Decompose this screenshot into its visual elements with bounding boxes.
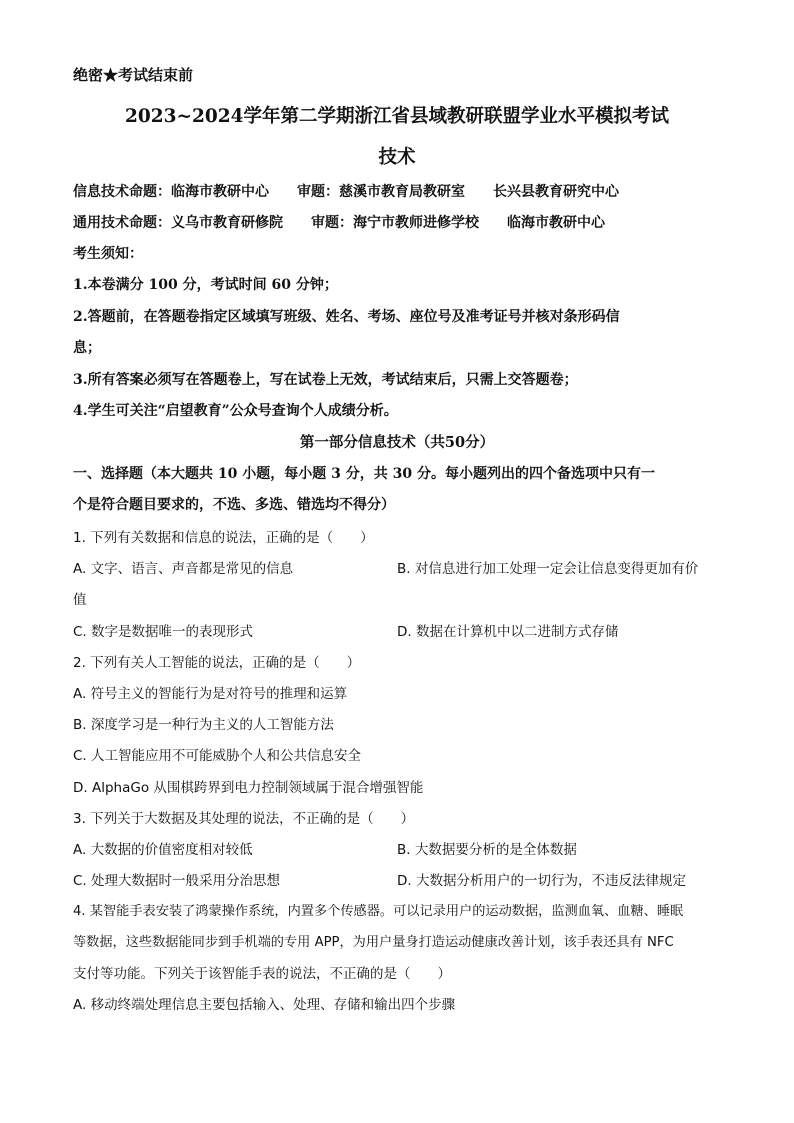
question-1-option-c: C. 数字是数据唯一的表现形式 xyxy=(73,624,254,640)
question-1-stem: 1. 下列有关数据和信息的说法，正确的是（ ） xyxy=(73,530,374,546)
question-4-stem: 4. 某智能手表安装了鸿蒙操作系统，内置多个传感器。可以记录用户的运动数据，监测血氧、血糖、睡眠 xyxy=(73,904,684,919)
subject-title: 技术 xyxy=(378,147,416,168)
exam-title: 2023~2024学年第二学期浙江省县域教研联盟学业水平模拟考试 xyxy=(125,106,669,127)
question-1-option-a: A. 文字、语言、声音都是常见的信息 xyxy=(73,561,294,577)
question-2-option-c: C. 人工智能应用不可能威胁个人和公共信息安全 xyxy=(73,748,362,764)
question-2-stem: 2. 下列有关人工智能的说法，正确的是（ ） xyxy=(73,655,361,671)
question-2-option-b: B. 深度学习是一种行为主义的人工智能方法 xyxy=(73,717,334,733)
question-3-option-c: C. 处理大数据时一般采用分治思想 xyxy=(73,873,281,889)
question-2-option-d: D. AlphaGo 从围棋跨界到电力控制领域属于混合增强智能 xyxy=(73,780,424,796)
section-heading-cont: 个是符合题目要求的，不选、多选、错选均不得分） xyxy=(73,497,395,513)
credits-general-tech: 通用技术命题：义乌市教育研修院 审题：海宁市教师进修学校 临海市教研中心 xyxy=(73,215,605,231)
question-3-option-b: B. 大数据要分析的是全体数据 xyxy=(397,842,577,858)
credits-info-tech: 信息技术命题：临海市教研中心 审题：慈溪市教育局教研室 长兴县教育研究中心 xyxy=(73,184,619,200)
question-4-option-a: A. 移动终端处理信息主要包括输入、处理、存储和输出四个步骤 xyxy=(73,997,456,1013)
question-1-option-d: D. 数据在计算机中以二进制方式存储 xyxy=(397,624,619,640)
notice-item: 4.学生可关注“启望教育”公众号查询个人成绩分析。 xyxy=(73,403,398,419)
notice-item: 1.本卷满分 100 分，考试时间 60 分钟； xyxy=(73,277,338,293)
question-4-stem-cont: 支付等功能。下列关于该智能手表的说法，不正确的是（ ） xyxy=(73,966,451,982)
secret-label: 绝密★考试结束前 xyxy=(73,66,194,84)
notice-item: 3.所有答案必须写在答题卷上，写在试卷上无效，考试结束后，只需上交答题卷； xyxy=(73,372,578,388)
notice-item: 2.答题前，在答题卷指定区域填写班级、姓名、考场、座位号及准考证号并核对条形码信 xyxy=(73,309,620,325)
question-3-option-d: D. 大数据分析用户的一切行为，不违反法律规定 xyxy=(397,873,686,889)
question-4-stem-cont: 等数据，这些数据能同步到手机端的专用 APP，为用户量身打造运动健康改善计划，该手表还具有 NFC xyxy=(73,935,674,950)
question-3-stem: 3. 下列关于大数据及其处理的说法，不正确的是（ ） xyxy=(73,811,415,827)
question-1-option-b-cont: 值 xyxy=(73,592,87,608)
section-heading: 一、选择题（本大题共 10 小题，每小题 3 分，共 30 分。每小题列出的四个备选项中只有一 xyxy=(73,466,655,482)
notice-heading: 考生须知： xyxy=(73,246,143,262)
question-3-option-a: A. 大数据的价值密度相对较低 xyxy=(73,842,253,858)
question-1-option-b: B. 对信息进行加工处理一定会让信息变得更加有价 xyxy=(397,561,699,577)
question-2-option-a: A. 符号主义的智能行为是对符号的推理和运算 xyxy=(73,686,348,702)
notice-item-cont: 息； xyxy=(73,340,101,356)
part-title: 第一部分信息技术（共50分） xyxy=(299,434,495,451)
